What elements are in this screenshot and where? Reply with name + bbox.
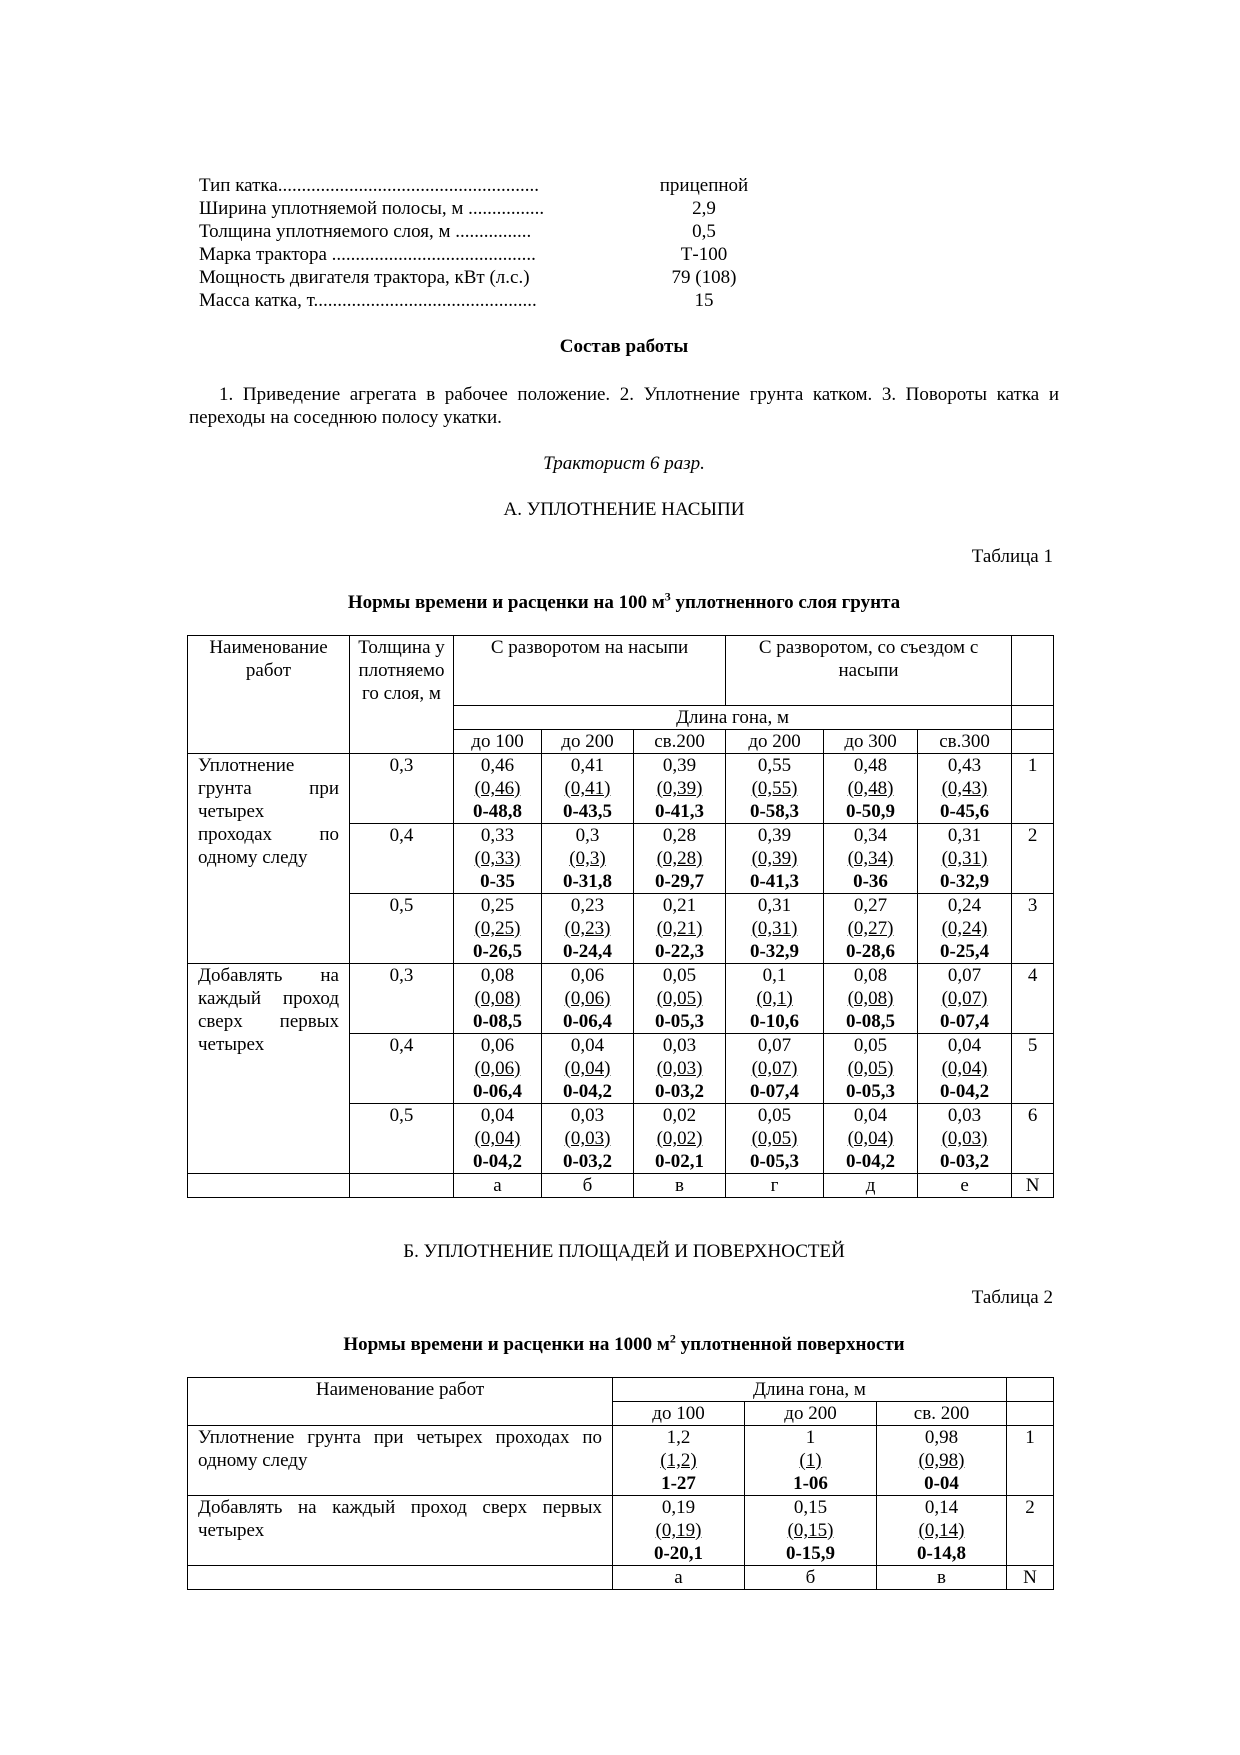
- footer-empty: [188, 1566, 613, 1590]
- time-norm-alt: (0,05): [751, 1128, 798, 1149]
- value-cell: [454, 754, 542, 824]
- time-norm-alt: (0,07): [751, 1058, 798, 1079]
- time-norm: 0,3: [575, 825, 600, 846]
- spec-label: Толщина уплотняемого слоя, м ................: [199, 221, 532, 242]
- time-norm: 0,05: [662, 965, 697, 986]
- time-norm: 0,39: [662, 755, 697, 776]
- footer-empty: [188, 1174, 350, 1198]
- price-rate: 0-50,9: [845, 801, 896, 822]
- time-norm-alt: (0,43): [941, 778, 988, 799]
- price-rate: 0-32,9: [940, 871, 990, 892]
- table-row: [188, 1426, 1054, 1496]
- row-number: 5: [1012, 1034, 1054, 1104]
- worker-rank: Тракторист 6 разр.: [543, 453, 705, 474]
- price-rate: 1-27: [661, 1473, 696, 1494]
- value-cell: [542, 964, 634, 1034]
- value-cell: [726, 894, 824, 964]
- footer-letter: N: [1007, 1566, 1054, 1590]
- time-norm: 0,23: [570, 895, 605, 916]
- price-rate: 0-04,2: [845, 1151, 896, 1172]
- row-name: Добавлять на каждый проход сверх первых четырех: [188, 964, 350, 1174]
- time-norm-alt: (0,33): [474, 848, 521, 869]
- time-norm: 0,46: [480, 755, 515, 776]
- time-norm-alt: (0,03): [656, 1058, 703, 1079]
- col-header: до 200: [542, 730, 634, 754]
- price-rate: 0-04,2: [472, 1151, 523, 1172]
- value-cell: [613, 1426, 745, 1496]
- footer-letter: а: [454, 1174, 542, 1198]
- header-group-1: С разворотом на насыпи: [454, 636, 726, 706]
- time-norm: 0,04: [570, 1035, 605, 1056]
- time-norm-alt: (0,3): [569, 848, 606, 869]
- table-row: [188, 1496, 1054, 1566]
- value-cell: [634, 824, 726, 894]
- price-rate: 0-10,6: [749, 1011, 800, 1032]
- table-1-body: [188, 754, 1054, 1174]
- row-number: 1: [1012, 754, 1054, 824]
- value-cell: [542, 894, 634, 964]
- value-cell: [745, 1426, 877, 1496]
- value-cell: [726, 754, 824, 824]
- header-length: Длина гона, м: [454, 706, 1012, 730]
- price-rate: 0-03,2: [654, 1081, 705, 1102]
- value-cell: [542, 1034, 634, 1104]
- spec-value: 0,5: [692, 221, 716, 242]
- price-rate: 0-03,2: [562, 1151, 613, 1172]
- value-cell: [918, 754, 1012, 824]
- col-header: до 200: [745, 1402, 877, 1426]
- time-norm-alt: (0,25): [474, 918, 521, 939]
- spec-value: 79 (108): [671, 267, 737, 288]
- row-number: 2: [1012, 824, 1054, 894]
- footer-letter: N: [1012, 1174, 1054, 1198]
- time-norm-alt: (0,31): [751, 918, 798, 939]
- price-rate: 0-05,3: [654, 1011, 705, 1032]
- time-norm-alt: (0,04): [847, 1128, 894, 1149]
- col-header: св. 200: [877, 1402, 1007, 1426]
- value-cell: [542, 1104, 634, 1174]
- value-cell: [454, 824, 542, 894]
- value-cell: [454, 1034, 542, 1104]
- time-norm-alt: (0,04): [474, 1128, 521, 1149]
- time-norm-alt: (0,21): [656, 918, 703, 939]
- value-cell: [726, 964, 824, 1034]
- row-name: Уплотнение грунта при четырех проходах по одному следу: [188, 754, 350, 964]
- time-norm-alt: (0,14): [918, 1520, 965, 1541]
- row-name: Добавлять на каждый проход сверх первых четырех: [188, 1496, 613, 1566]
- table-1-label: Таблица 1: [971, 546, 1053, 567]
- time-norm: 0,39: [757, 825, 792, 846]
- spec-row: [199, 243, 759, 266]
- value-cell: [726, 1104, 824, 1174]
- value-cell: [634, 894, 726, 964]
- price-rate: 0-05,3: [749, 1151, 800, 1172]
- table-2: [187, 1377, 1054, 1590]
- value-cell: [824, 894, 918, 964]
- header-group-2: С разворотом, со съездом с насыпи: [726, 636, 1012, 706]
- time-norm: 0,03: [947, 1105, 982, 1126]
- time-norm-alt: (0,27): [847, 918, 894, 939]
- part-b-heading: Б. УПЛОТНЕНИЕ ПЛОЩАДЕЙ И ПОВЕРХНОСТЕЙ: [403, 1241, 845, 1262]
- price-rate: 0-02,1: [654, 1151, 705, 1172]
- table-1: [187, 635, 1054, 1198]
- row-thickness: 0,5: [350, 894, 454, 964]
- spec-label: Тип катка.......................................................: [199, 175, 540, 196]
- table-2-title-tail: уплотненной поверхности: [675, 1334, 905, 1355]
- time-norm: 0,1: [762, 965, 787, 986]
- value-cell: [877, 1426, 1007, 1496]
- time-norm-alt: (0,05): [847, 1058, 894, 1079]
- time-norm-alt: (0,04): [564, 1058, 611, 1079]
- spec-value: прицепной: [659, 175, 749, 196]
- time-norm-alt: (0,39): [751, 848, 798, 869]
- row-thickness: 0,4: [350, 1034, 454, 1104]
- price-rate: 0-05,3: [845, 1081, 896, 1102]
- time-norm-alt: (0,41): [564, 778, 611, 799]
- value-cell: [824, 964, 918, 1034]
- spec-row: [199, 266, 759, 289]
- row-thickness: 0,4: [350, 824, 454, 894]
- table-2-title-text: Нормы времени и расценки на 1000 м: [343, 1334, 670, 1355]
- price-rate: 0-03,2: [940, 1151, 990, 1172]
- time-norm-alt: (1,2): [660, 1450, 697, 1471]
- value-cell: [918, 824, 1012, 894]
- time-norm: 0,08: [480, 965, 515, 986]
- table-1-title-tail: уплотненного слоя грунта: [670, 592, 901, 613]
- row-number: 3: [1012, 894, 1054, 964]
- time-norm-alt: (0,06): [564, 988, 611, 1009]
- table-2-label: Таблица 2: [971, 1287, 1053, 1308]
- row-number: 4: [1012, 964, 1054, 1034]
- row-number: 2: [1007, 1496, 1054, 1566]
- time-norm: 0,05: [853, 1035, 888, 1056]
- table-row: [188, 964, 1054, 1034]
- spec-row: [199, 289, 759, 312]
- value-cell: [613, 1496, 745, 1566]
- table-1-title: [189, 591, 1059, 614]
- col-header: до 300: [824, 730, 918, 754]
- value-cell: [918, 1104, 1012, 1174]
- spec-value: 2,9: [692, 198, 716, 219]
- value-cell: [918, 964, 1012, 1034]
- spec-label: Мощность двигателя трактора, кВт (л.с.): [199, 267, 530, 288]
- spec-label: Ширина уплотняемой полосы, м ................: [199, 198, 545, 219]
- time-norm: 1,2: [666, 1427, 691, 1448]
- section-title: Состав работы: [559, 336, 689, 357]
- footer-empty: [350, 1174, 454, 1198]
- value-cell: [454, 964, 542, 1034]
- price-rate: 0-48,8: [472, 801, 523, 822]
- time-norm: 0,14: [924, 1497, 959, 1518]
- value-cell: [542, 824, 634, 894]
- value-cell: [824, 824, 918, 894]
- time-norm-alt: (0,24): [941, 918, 988, 939]
- time-norm: 0,24: [947, 895, 982, 916]
- time-norm-alt: (0,15): [787, 1520, 834, 1541]
- price-rate: 0-24,4: [562, 941, 613, 962]
- time-norm: 0,02: [662, 1105, 697, 1126]
- time-norm: 0,04: [947, 1035, 982, 1056]
- row-thickness: 0,5: [350, 1104, 454, 1174]
- header-empty: [1012, 636, 1054, 706]
- price-rate: 0-36: [853, 871, 888, 892]
- footer-letter: г: [726, 1174, 824, 1198]
- value-cell: [745, 1496, 877, 1566]
- value-cell: [824, 1034, 918, 1104]
- time-norm-alt: (0,34): [847, 848, 894, 869]
- spec-value: 15: [694, 290, 714, 311]
- time-norm-alt: (0,08): [474, 988, 521, 1009]
- spec-label: Марка трактора ...........................................: [199, 244, 536, 265]
- time-norm: 0,05: [757, 1105, 792, 1126]
- table-2-title: [189, 1333, 1059, 1356]
- footer-letter: а: [613, 1566, 745, 1590]
- value-cell: [918, 1034, 1012, 1104]
- footer-letter: д: [824, 1174, 918, 1198]
- time-norm: 0,34: [853, 825, 888, 846]
- part-a-heading: А. УПЛОТНЕНИЕ НАСЫПИ: [503, 499, 745, 520]
- time-norm: 0,08: [853, 965, 888, 986]
- value-cell: [634, 1104, 726, 1174]
- price-rate: 0-28,6: [845, 941, 896, 962]
- table-1-header-row: [188, 636, 1054, 706]
- time-norm: 0,06: [480, 1035, 515, 1056]
- col-header: до 100: [454, 730, 542, 754]
- time-norm-alt: (0,05): [656, 988, 703, 1009]
- time-norm-alt: (1): [799, 1450, 822, 1471]
- time-norm: 0,33: [480, 825, 515, 846]
- price-rate: 0-35: [480, 871, 515, 892]
- table-2-header-row: [188, 1378, 1054, 1402]
- time-norm: 0,19: [661, 1497, 696, 1518]
- row-number: 6: [1012, 1104, 1054, 1174]
- value-cell: [454, 1104, 542, 1174]
- time-norm-alt: (0,02): [656, 1128, 703, 1149]
- time-norm: 0,04: [480, 1105, 515, 1126]
- col-header: св.300: [918, 730, 1012, 754]
- price-rate: 0-08,5: [845, 1011, 896, 1032]
- price-rate: 0-26,5: [472, 941, 523, 962]
- price-rate: 0-20,1: [653, 1543, 704, 1564]
- time-norm: 0,15: [793, 1497, 828, 1518]
- time-norm-alt: (0,04): [941, 1058, 988, 1079]
- time-norm-alt: (0,31): [941, 848, 988, 869]
- time-norm-alt: (0,03): [941, 1128, 988, 1149]
- table-2-title-sup: 2: [669, 1331, 676, 1346]
- time-norm-alt: (0,48): [847, 778, 894, 799]
- price-rate: 0-15,9: [785, 1543, 836, 1564]
- specs-list: [199, 174, 759, 312]
- price-rate: 0-41,3: [749, 871, 800, 892]
- time-norm: 0,98: [924, 1427, 959, 1448]
- time-norm: 0,55: [757, 755, 792, 776]
- price-rate: 0-25,4: [940, 941, 990, 962]
- row-number: 1: [1007, 1426, 1054, 1496]
- time-norm-alt: (0,46): [474, 778, 521, 799]
- header-empty: [1012, 730, 1054, 754]
- value-cell: [918, 894, 1012, 964]
- time-norm: 1: [805, 1427, 816, 1448]
- time-norm: 0,27: [853, 895, 888, 916]
- time-norm-alt: (0,08): [847, 988, 894, 1009]
- time-norm-alt: (0,03): [564, 1128, 611, 1149]
- spec-row: [199, 220, 759, 243]
- spec-row: [199, 197, 759, 220]
- header-empty: [1012, 706, 1054, 730]
- header-name: Наименование работ: [188, 636, 350, 754]
- time-norm: 0,06: [570, 965, 605, 986]
- time-norm-alt: (0,28): [656, 848, 703, 869]
- time-norm: 0,04: [853, 1105, 888, 1126]
- footer-letter: в: [634, 1174, 726, 1198]
- col-header: до 100: [613, 1402, 745, 1426]
- table-1-title-sup: 3: [664, 589, 671, 604]
- spec-label: Масса катка, т...............................................: [199, 290, 537, 311]
- value-cell: [634, 1034, 726, 1104]
- footer-letter: б: [542, 1174, 634, 1198]
- value-cell: [634, 964, 726, 1034]
- value-cell: [454, 894, 542, 964]
- price-rate: 0-04,2: [940, 1081, 990, 1102]
- work-description: 1. Приведение агрегата в рабочее положение. 2. Уплотнение грунта катком. 3. Повороты катка и переходы на соседнюю полосу укатки.: [189, 384, 1059, 428]
- value-cell: [726, 1034, 824, 1104]
- value-cell: [877, 1496, 1007, 1566]
- footer-letter: в: [877, 1566, 1007, 1590]
- price-rate: 0-06,4: [472, 1081, 523, 1102]
- row-thickness: 0,3: [350, 964, 454, 1034]
- table-1-title-text: Нормы времени и расценки на 100 м: [347, 592, 665, 613]
- time-norm: 0,25: [480, 895, 515, 916]
- price-rate: 0-07,4: [940, 1011, 990, 1032]
- footer-letter: е: [918, 1174, 1012, 1198]
- header-thickness: Толщина уплотняемого слоя, м: [350, 636, 454, 754]
- time-norm: 0,07: [947, 965, 982, 986]
- price-rate: 0-08,5: [472, 1011, 523, 1032]
- time-norm: 0,07: [757, 1035, 792, 1056]
- price-rate: 0-07,4: [749, 1081, 800, 1102]
- price-rate: 0-04: [924, 1473, 959, 1494]
- price-rate: 0-29,7: [654, 871, 705, 892]
- time-norm-alt: (0,06): [474, 1058, 521, 1079]
- time-norm-alt: (0,55): [751, 778, 798, 799]
- value-cell: [542, 754, 634, 824]
- value-cell: [824, 754, 918, 824]
- price-rate: 0-41,3: [654, 801, 705, 822]
- spec-value: Т-100: [680, 244, 728, 265]
- table-2-body: [188, 1426, 1054, 1566]
- time-norm: 0,48: [853, 755, 888, 776]
- header-length: Длина гона, м: [613, 1378, 1007, 1402]
- header-name: Наименование работ: [188, 1378, 613, 1426]
- row-thickness: 0,3: [350, 754, 454, 824]
- time-norm-alt: (0,23): [564, 918, 611, 939]
- time-norm: 0,28: [662, 825, 697, 846]
- price-rate: 0-06,4: [562, 1011, 613, 1032]
- time-norm: 0,31: [757, 895, 792, 916]
- time-norm-alt: (0,07): [941, 988, 988, 1009]
- price-rate: 1-06: [793, 1473, 828, 1494]
- time-norm-alt: (0,98): [918, 1450, 965, 1471]
- time-norm: 0,41: [570, 755, 605, 776]
- footer-letter: б: [745, 1566, 877, 1590]
- col-header: св.200: [634, 730, 726, 754]
- row-name: Уплотнение грунта при четырех проходах по одному следу: [188, 1426, 613, 1496]
- spec-row: [199, 174, 759, 197]
- value-cell: [824, 1104, 918, 1174]
- col-header: до 200: [726, 730, 824, 754]
- time-norm: 0,03: [570, 1105, 605, 1126]
- header-empty: [1007, 1402, 1054, 1426]
- table-1-footer-row: [188, 1174, 1054, 1198]
- price-rate: 0-04,2: [562, 1081, 613, 1102]
- time-norm-alt: (0,1): [756, 988, 793, 1009]
- table-2-footer-row: [188, 1566, 1054, 1590]
- price-rate: 0-31,8: [562, 871, 613, 892]
- time-norm: 0,03: [662, 1035, 697, 1056]
- time-norm: 0,43: [947, 755, 982, 776]
- table-row: [188, 754, 1054, 824]
- price-rate: 0-32,9: [749, 941, 800, 962]
- price-rate: 0-43,5: [562, 801, 613, 822]
- value-cell: [634, 754, 726, 824]
- price-rate: 0-58,3: [749, 801, 800, 822]
- time-norm: 0,31: [947, 825, 982, 846]
- value-cell: [726, 824, 824, 894]
- price-rate: 0-45,6: [940, 801, 990, 822]
- time-norm: 0,21: [662, 895, 697, 916]
- price-rate: 0-14,8: [916, 1543, 967, 1564]
- price-rate: 0-22,3: [654, 941, 705, 962]
- time-norm-alt: (0,39): [656, 778, 703, 799]
- header-empty: [1007, 1378, 1054, 1402]
- time-norm-alt: (0,19): [655, 1520, 702, 1541]
